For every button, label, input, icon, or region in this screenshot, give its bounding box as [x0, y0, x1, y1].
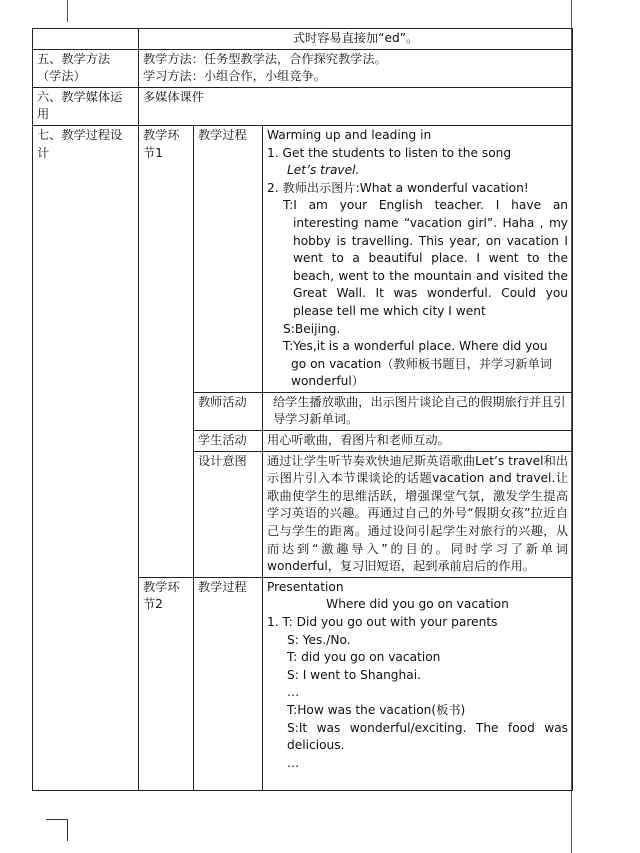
stage1-line-teacher-question: T:Yes,it is a wonderful place. Where did you — [283, 339, 548, 354]
stage1-label: 教学环节1 — [139, 125, 194, 577]
teacher-activity-label: 教师活动 — [194, 392, 263, 430]
process-label: 七、教学过程设计 — [33, 125, 139, 790]
stage2-line-3: T: did you go on vacation — [287, 650, 441, 665]
stage2-line-6: T:How was the vacation(板书) — [287, 702, 466, 717]
stage2-line-5: … — [287, 685, 300, 700]
stage1-process-content — [263, 125, 573, 392]
stage1-line-student-reply: S:Beijing. — [283, 321, 341, 336]
teacher-activity-text: 给学生播放歌曲，出示图片谈论自己的假期旅行并且引导学习新单词。 — [263, 392, 573, 430]
crop-mark-vertical — [67, 819, 68, 841]
design-intent-text: 通过让学生听节奏欢快迪尼斯英语歌曲Let’s travel和出示图片引入本节课谈论的话题vacation and travel.让歌曲使学生的思维活跃，增强课堂气氛，激发学生提高学习英语的兴趣。再通过自己的外号“假期女孩”拉近自己与学生的距离。通过设问引起学生对旅行的兴趣，从而达到“激趣导入”的目的。同时学习了新单词wonderful，复习旧短语，起到承前启后的作用。 — [263, 451, 573, 577]
intro-row — [33, 29, 573, 50]
student-activity-label: 学生活动 — [194, 431, 263, 452]
page-left-edge — [67, 0, 68, 22]
lesson-plan-table — [32, 28, 573, 791]
methods-label: 五、教学方法（学法） — [33, 49, 139, 87]
crop-mark-horizontal — [46, 819, 68, 820]
methods-cell — [139, 49, 573, 87]
stage2-line-2: S: Yes./No. — [287, 632, 351, 647]
intro-text: 式时容易直接加“ed”。 — [139, 29, 573, 50]
stage2-line-heading: Where did you go on vacation — [326, 597, 509, 612]
stage1-line-board: go on vacation（教师板书题目，并学习新单词wonderful） — [291, 356, 552, 389]
media-value: 多媒体课件 — [139, 87, 573, 125]
learning-method: 学习方法：小组合作，小组竞争。 — [143, 69, 326, 84]
stage2-line-title: Presentation — [267, 579, 344, 594]
intro-label-cell — [33, 29, 139, 50]
stage2-process-label: 教学过程 — [194, 577, 263, 790]
stage1-line-title: Warming up and leading in — [267, 127, 432, 142]
stage2-line-1: 1. T: Did you go out with your parents — [267, 615, 498, 629]
stage2-line-4: S: I went to Shanghai. — [287, 667, 421, 682]
stage2-label: 教学环节2 — [139, 577, 194, 790]
stage1-process-label: 教学过程 — [194, 125, 263, 392]
teaching-method: 教学方法：任务型教学法，合作探究教学法。 — [143, 51, 387, 66]
student-activity-text: 用心听歌曲，看图片和老师互动。 — [263, 431, 573, 452]
stage1-line-step2: 2. 教师出示图片:What a wonderful vacation! — [267, 180, 529, 195]
stage1-process-row — [33, 125, 573, 392]
methods-row — [33, 49, 573, 87]
media-label: 六、教学媒体运用 — [33, 87, 139, 125]
stage1-line-step1: 1. Get the students to listen to the song — [267, 145, 512, 160]
stage2-process-content — [263, 577, 573, 790]
stage2-line-8: … — [287, 755, 300, 770]
design-intent-label: 设计意图 — [194, 451, 263, 577]
media-row — [33, 87, 573, 125]
stage1-line-song: Let’s travel. — [287, 163, 360, 178]
stage1-line-teacher-speech: T:I am your English teacher. I have an interesting name “vacation girl”. Haha , my hobby is travelling. This year, on vacation I went to a beautiful place. I went to the beach, went to the mountain and visited the Great Wall. It was wonderful. Could you please tell me which city I went — [283, 198, 569, 318]
stage2-line-7: S:It was wonderful/exciting. The food was delicious. — [287, 720, 569, 753]
